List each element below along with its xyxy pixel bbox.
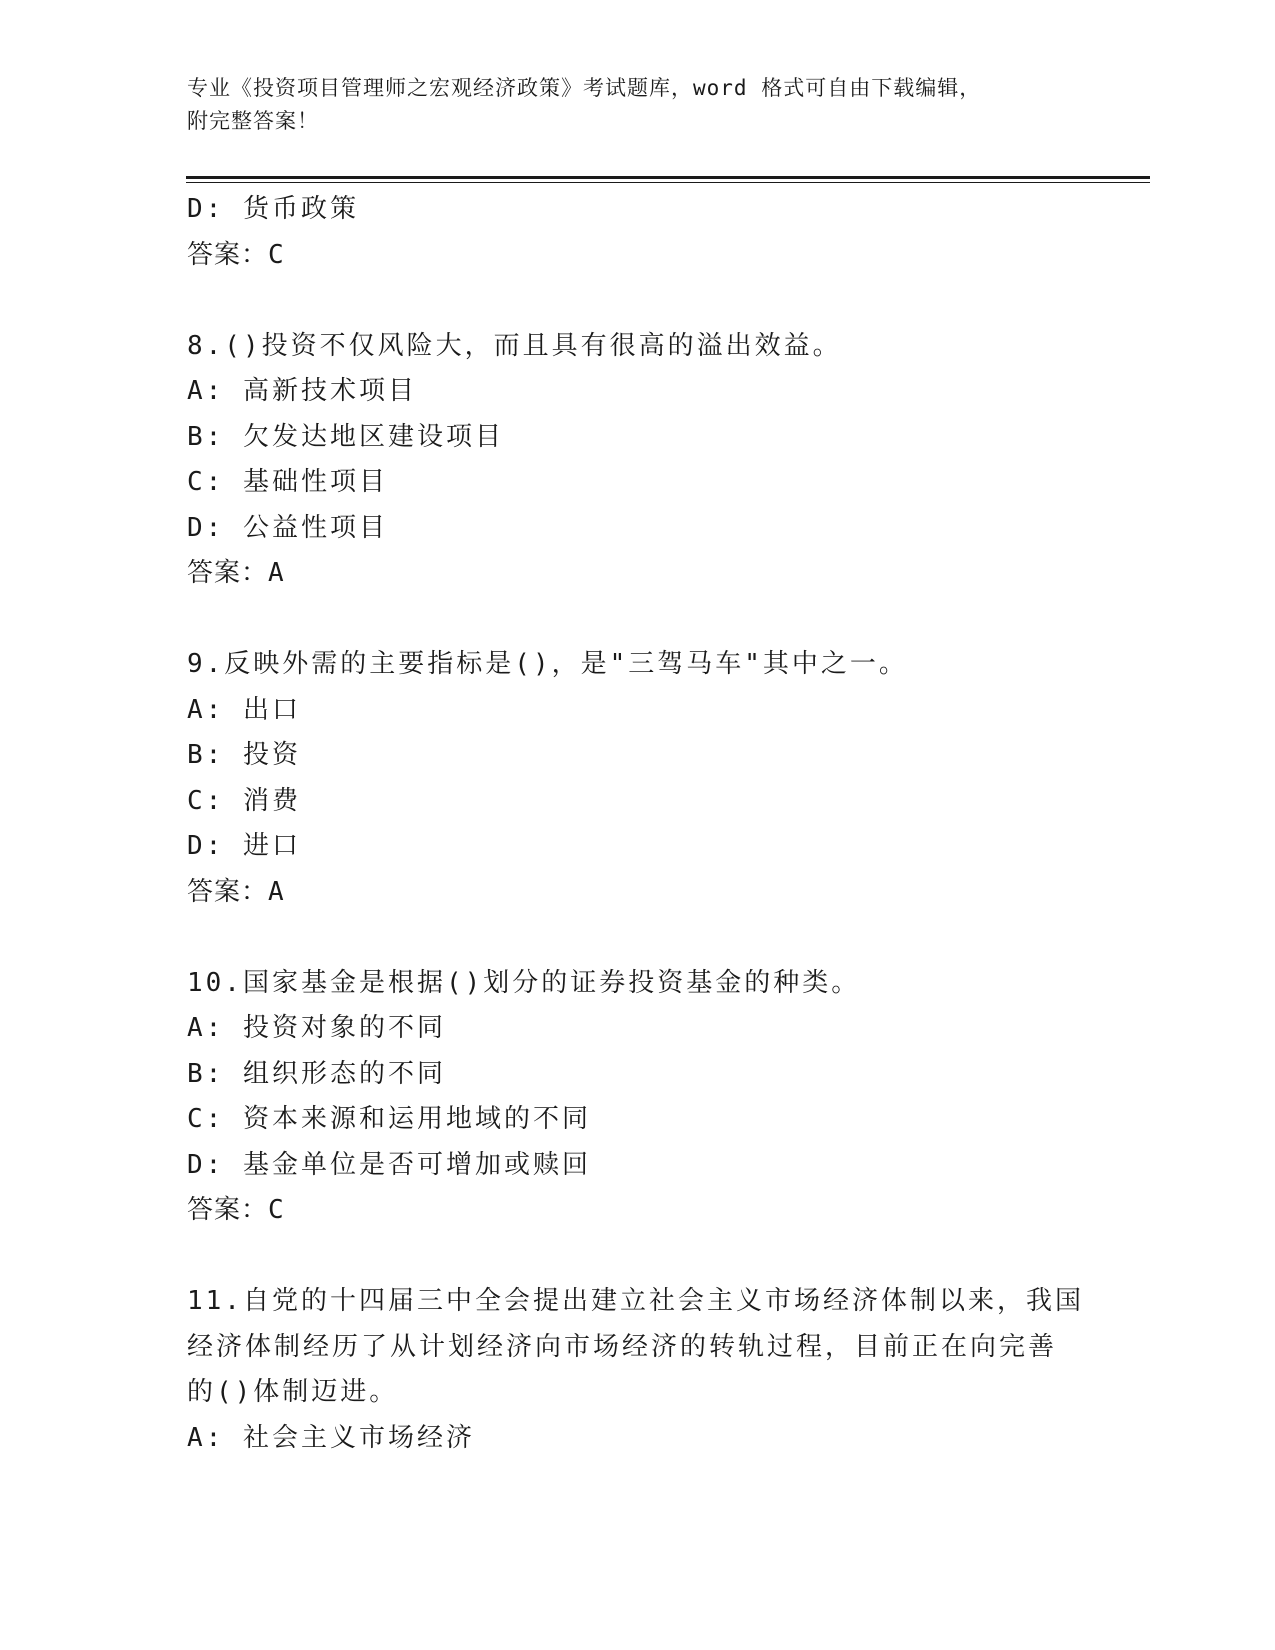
option-a: A: 高新技术项目 bbox=[187, 376, 417, 406]
answer-label: 答案： bbox=[187, 1195, 269, 1225]
option-a: A: 投资对象的不同 bbox=[187, 1013, 446, 1043]
answer-value: A bbox=[268, 558, 285, 588]
option-d: D: 公益性项目 bbox=[187, 512, 388, 543]
option-a: A: 出口 bbox=[187, 694, 301, 725]
option-b: B: 组织形态的不同 bbox=[187, 1058, 446, 1089]
answer-value: A bbox=[268, 876, 285, 907]
option-d: D: 基金单位是否可增加或赎回 bbox=[187, 1149, 591, 1180]
question-list bbox=[187, 187, 1107, 1461]
header-divider-thin bbox=[186, 182, 1150, 183]
answer-line bbox=[187, 551, 1107, 597]
question-8 bbox=[187, 324, 1107, 597]
answer-line bbox=[187, 1188, 1107, 1234]
answer-label: 答案： bbox=[187, 239, 269, 270]
option-c: C: 基础性项目 bbox=[187, 467, 388, 497]
document-header bbox=[187, 72, 1087, 138]
question-stem-line-3: 的()体制迈进。 bbox=[187, 1377, 399, 1407]
option-c: C: 资本来源和运用地域的不同 bbox=[187, 1104, 591, 1134]
answer-value: C bbox=[268, 1195, 285, 1225]
question-9 bbox=[187, 642, 1107, 915]
option-d: D: 货币政策 bbox=[187, 194, 359, 224]
header-divider-thick bbox=[186, 176, 1150, 179]
answer-line bbox=[187, 233, 1107, 279]
option-c: C: 消费 bbox=[187, 785, 301, 816]
option-a: A: 社会主义市场经济 bbox=[187, 1422, 475, 1453]
question-stem-line-1: 11.自党的十四届三中全会提出建立社会主义市场经济体制以来，我国 bbox=[187, 1286, 1084, 1316]
option-b: B: 投资 bbox=[187, 740, 301, 770]
answer-label: 答案： bbox=[187, 558, 269, 588]
header-line-1: 专业《投资项目管理师之宏观经济政策》考试题库，word 格式可自由下载编辑， bbox=[187, 76, 982, 100]
question-11 bbox=[187, 1279, 1107, 1461]
question-7-tail bbox=[187, 187, 1107, 278]
question-10 bbox=[187, 961, 1107, 1234]
answer-label: 答案： bbox=[187, 876, 269, 907]
option-b: B: 欠发达地区建设项目 bbox=[187, 421, 504, 452]
answer-line bbox=[187, 870, 1107, 916]
question-stem: 8.()投资不仅风险大，而且具有很高的溢出效益。 bbox=[187, 330, 842, 361]
question-stem: 10.国家基金是根据()划分的证券投资基金的种类。 bbox=[187, 967, 861, 998]
header-line-2: 附完整答案！ bbox=[187, 109, 319, 133]
question-stem: 9.反映外需的主要指标是()，是"三驾马车"其中之一。 bbox=[187, 649, 908, 679]
question-stem-line-2: 经济体制经历了从计划经济向市场经济的转轨过程，目前正在向完善 bbox=[187, 1331, 1058, 1362]
option-d: D: 进口 bbox=[187, 831, 301, 861]
answer-value: C bbox=[268, 239, 285, 270]
